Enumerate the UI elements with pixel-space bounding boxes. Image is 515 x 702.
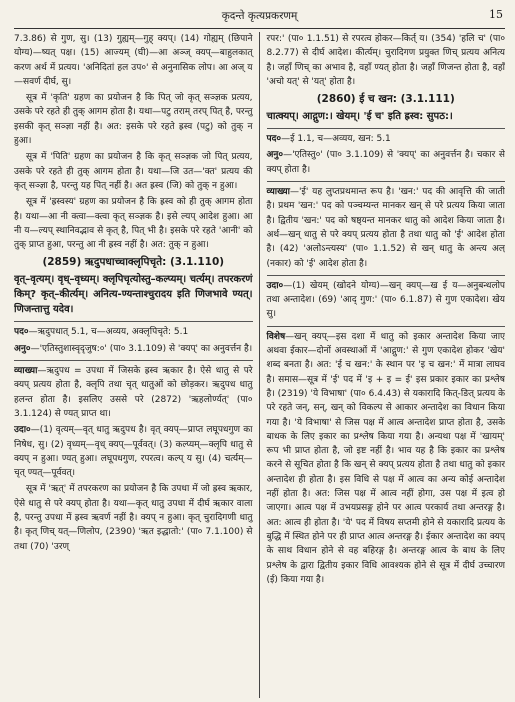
udaha-paragraph: [267, 279, 506, 322]
sutra-heading-2859: (2859) ऋदुपधाच्चाक्लृपिचृते: (3.1.110): [42, 256, 225, 269]
pada-line: [14, 325, 253, 339]
vishesh-paragraph: [267, 330, 506, 587]
pada-label: पद०: [14, 327, 29, 338]
section-divider: [267, 181, 506, 182]
vyakhya-text: —ऋदुपध = उपधा में जिसके ह्रस्व ऋकार है। ऐसे धातु से परे क्यप् प्रत्यय होता है, क्लृपि तथा चृत् धातुओं को छोड़कर। ऋदुपध धातु हलन्त होता है। इसलिए उससे परे (2872) 'ऋहलोर्ण्यत्' (पा० 3.1.124) से ण्यत् प्राप्त था।: [14, 366, 253, 419]
page-number: 15: [489, 8, 503, 21]
pada-label: पद०: [266, 134, 282, 145]
running-header: [14, 6, 505, 29]
anu-text: —'एतिस्तुशास्वृदृजुष:०' (पा० 3.1.109) से 'क्यप्' का अनुवर्त्तन है।: [30, 343, 253, 354]
udaha-paragraph: [14, 423, 253, 480]
anu-text: —'एतिस्तु०' (पा० 3.1.109) से 'क्यप्' का अनुवर्त्तन है। चकार से क्यप् होता है।: [266, 150, 506, 175]
vyakhya-text: —'ई' यह लुप्तप्रथमान्त रूप है। 'खन:' पद की आवृत्ति की जाती है। प्रथम 'खन:' पद को पञ्चम्यन्त मानकर खन् से परे प्रत्यय किया जाता है। द्वितीय 'खन:' पद को षष्ठ्यन्त मानकर धातु को आदेश किया जाता है। अर्थ—खन् धातु से परे क्यप् प्रत्यय होता है तथा धातु को 'ई' आदेश होता है। (42) 'अलोऽन्त्यस्य' (पा० 1.1.52) से खन् धातु के अन्त्य अल् (नकार) को 'ई' आदेश होता है।: [266, 187, 506, 269]
kriti-note-paragraph: सूत्र में 'कृति' ग्रहण का प्रयोजन है कि पित् जो कृत् सञ्ज्ञक प्रत्यय, उसके परे रहते ही तुक् आगम होता है। यथा—पटु तराम् तरप् पित् है, परन्तु इसकी कृत् सञ्ज्ञा नहीं है। अत: इसके परे रहते ह्रस्व (पटु) को तुक् न हुआ।: [14, 93, 253, 147]
section-divider: [267, 275, 506, 276]
section-divider: [267, 326, 506, 327]
running-title: कृदन्ते कृत्यप्रकरणम्: [221, 10, 298, 22]
hrasvasya-note-paragraph: सूत्र में 'ह्रस्वस्य' ग्रहण का प्रयोजन है कि ह्रस्व को ही तुक् आगम होता है। यथा—आ नी क्त्वा—क्त्वा कृत् सञ्ज्ञक है। इसे ल्यप् आदेश हुआ। आ नी य—ल्यप् स्थानिवद्भाव से कृत् है, पित् भी है। इसके परे रहते 'आनी' को तुक् प्राप्त हुआ, परन्तु आ नी ह्रस्व नहीं है। अत: तुक् न हुआ।: [14, 197, 253, 251]
section-divider: [267, 128, 506, 129]
vyakhya-paragraph: [267, 185, 506, 271]
vyakhya-label: व्याख्या: [14, 366, 38, 377]
vyakhya-label: व्याख्या: [266, 187, 290, 198]
pada-text: —ऋदुपधात् 5.1, च—अव्यय, अक्लृपिचृते: 5.1: [28, 327, 189, 338]
right-column: [260, 32, 506, 698]
sutra-heading-2860: (2860) ई च खन: (3.1.111): [316, 93, 455, 106]
anu-label: अनु०: [266, 150, 284, 161]
tapara-note-paragraph: सूत्र में 'ऋत्' में तपरकरण का प्रयोजन है कि उपधा में जो ह्रस्व ऋकार, ऐसे धातु से परे क्यप् होता है। यथा—कृत् धातु उपधा में दीर्घ ऋकार वाला है, परन्तु उपधा में ह्रस्व ऋवर्ण नहीं है। क्यप् न हुआ। कृत् चुरादिगणी धातु है। कृत् णिच् यत्—णिलोप, (2390) 'ऋत इद्धातो:' (पा० 7.1.100) से तथा (70) 'उरण्: [14, 484, 253, 552]
section-divider: [14, 360, 253, 361]
pada-text: —ई 1.1, च—अव्यय, खन: 5.1: [281, 134, 391, 145]
sutra-text-2859: वृत्–वृत्यम्। वृध्–वृध्यम्। क्लृपिचृत्योस्तु–कल्प्यम्। चर्त्यम्। तपरकरणं किम्? कृत्–कीर्त्यम्। अनित्य-ण्यन्ताश्चुरादय इति णिजभावे ण्यत्। णिजन्तात्तु यदेव।: [14, 274, 253, 316]
vishesh-text: —खन् क्यप्—इस दशा में धातु को इकार अन्तादेश किया जाए अथवा ईकार—दोनों अवस्थाओं में 'आद्गुण:' से गुण एकादेश होकर 'खेय' शब्द बनता है। अत: 'ई च खन:' के स्थान पर 'इ च खन:' में मात्रा लाघव है। समास—सूत्र में 'ई' पद में 'इ + इ = ई' इस प्रकार इकार का प्रश्लेष है। (2319) 'ये विभाषा' (पा० 6.4.43) से यकारादि कित्-ङित् प्रत्यय के परे रहते जन्, सन्, खन् को विकल्प से आकार अन्तादेश का विधान किया गया है। 'ये विभाषा' से जिस पक्ष में आत्व अन्तादेश प्राप्त होता है, उसके बाधक के लिए इकार का प्रश्लेष किया गया है। अन्यथा पक्ष में 'खायम्' रूप भी प्राप्त होता है, जो इष्ट नहीं है। भाव यह है कि इकार का प्रश्लेष करने से सूचित होता है कि खन् से क्यप् प्रत्यय होता है तथा धातु को इकार अन्तादेश ही होता है। इस विधि से पक्ष में आत्व का अन्य कोई अन्तादेश नहीं होता है। अत: जिस पक्ष में आत्व नहीं होगा, उस पक्ष में इत्व हो जाएगा। आत्व पक्ष में उभयप्रसङ्ग होने पर आत्व परकार्य तथा अन्तरङ्ग है। अत: आत्व ही होता है। 'ये' पद में विषय सप्तमी होने से यकारादि प्रत्यय के बुद्धि में स्थित होने पर ही प्राप्त आत्व अन्तरङ्ग है। ईकार अन्तादेश का क्यप् के साथ विधान होने से वह बहिरङ्ग है। अन्तरङ्ग आत्व के बाध के लिए प्रश्लेष के द्वारा द्वितीय इकार विधि आवश्यक होने से सूत्र में दीर्घ उच्चारण (ई) किया गया है।: [266, 331, 506, 585]
piti-note-paragraph: सूत्र में 'पिति' ग्रहण का प्रयोजन है कि कृत् सञ्ज्ञक जो पित् प्रत्यय, उसके परे रहते ही तुक् आगम होता है। यथा—जि उत—'क्त' प्रत्यय की कृत् सञ्ज्ञा है, परन्तु यह पित् नहीं है। अत ह्रस्व (जि) को तुक् न हुआ।: [14, 152, 253, 191]
two-column-body: [14, 32, 505, 698]
anu-line: [14, 342, 253, 356]
left-column: [14, 32, 259, 698]
right-intro-paragraph: रपर:' (पा० 1.1.51) से रपरत्व होकर—किर्त् य। (354) 'हलि च' (पा० 8.2.77) से दीर्घ आदेश। कीर्त्यम्। चुरादिगण प्रयुक्त णिच् प्रत्यय अनित्य है। जहाँ णिच् का अभाव है, वहाँ ण्यत् होता है। जहाँ णिजन्त होता है, वहाँ 'अचो यत्' से 'यत्' होता है।: [266, 34, 506, 87]
udaha-label: उदा०: [266, 280, 284, 291]
anu-label: अनु०: [14, 343, 31, 354]
sutra-text-2860: चात्क्यप्। आद्गुण:। खेयम्। 'ई च' इति ह्रस्व: सुपठ:।: [266, 111, 453, 123]
udaha-text: —(1) वृत्यम्—वृत् धातु ऋदुपध है। वृत् क्यप्—प्राप्त लघूपधगुण का निषेध, सु। (2) वृध्यम्—वृध् क्यप्—पूर्ववत्। (3) कल्प्यम्—क्लृपि धातु से क्यप् न हुआ। ण्यत् हुआ। लघूपधगुण, रपरत्व। कल्प् य सु। (4) चर्त्यम्—चृत् ण्यत्—पूर्ववत्।: [14, 425, 253, 479]
anu-line: [267, 148, 506, 177]
udaha-label: उदा०: [14, 425, 31, 436]
left-intro-paragraph: 7.3.86) से गुण, सु। (13) गुह्यम्—गुह् क्यप्। (14) गोह्यम् (छिपाने योग्य)—ष्यत् पक्ष। (15) आज्यम् (घी)—आ अञ्ज् क्यप्—बाहुलकात् करण अर्थ में प्रत्यय। 'अनिदितां हल उप०' से अनुनासिक लोप। आ अज् य—सवर्ण दीर्घ, सु।: [14, 34, 253, 87]
section-divider: [14, 321, 253, 322]
vyakhya-paragraph: [14, 364, 253, 421]
udaha-text: —(1) खेयम् (खोदने योग्य)—खन् क्यप्—ख ई य—अनुबन्धलोप तथा अन्तादेश। (69) 'आद् गुण:' (पा० 6.1.87) से गुण एकादेश। खेय सु।: [266, 280, 506, 320]
pada-line: [267, 132, 506, 146]
vishesh-label: विशेष: [266, 331, 286, 342]
